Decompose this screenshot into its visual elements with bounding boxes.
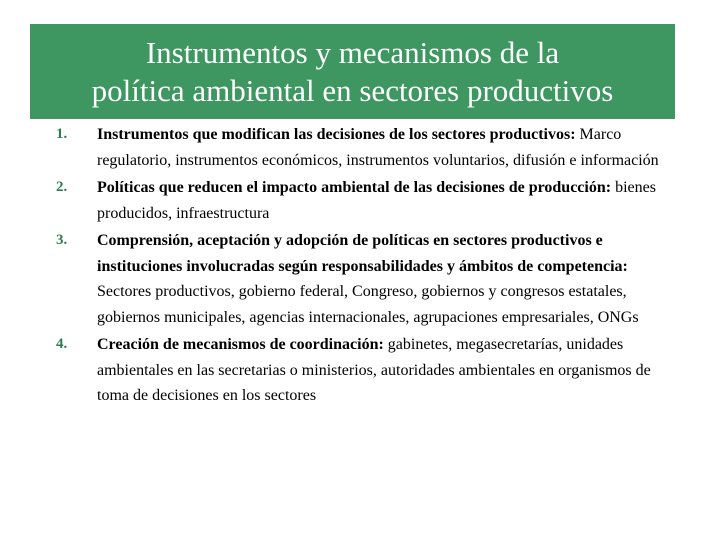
item-number: 2.: [56, 179, 68, 195]
item-text: bienes producidos, infraestructura: [97, 179, 656, 222]
numbered-list: [0, 122, 720, 411]
item-text: Marco regulatorio, instrumentos económicos, instrumentos voluntarios, difusión e información: [97, 126, 659, 169]
list-item: [0, 122, 720, 173]
item-number: 1.: [56, 126, 68, 142]
item-text: Sectores productivos, gobierno federal, Congreso, gobiernos y congresos estatales, gobiernos municipales, agencias internacionales, agrupaciones empresariales, ONGs: [97, 283, 639, 326]
slide-title-line-2: política ambiental en sectores productivos: [91, 72, 614, 108]
item-number: 4.: [56, 336, 68, 352]
title-banner: [30, 24, 675, 119]
item-text: gabinetes, megasecretarías, unidades ambientales en las secretarias o ministerios, autoridades ambientales en organismos de toma de decisiones en los sectores: [97, 336, 651, 404]
slide-title-line-1: Instrumentos y mecanismos de la: [145, 34, 560, 70]
list-item: [0, 332, 720, 409]
item-heading: Instrumentos que modifican las decisiones de los sectores productivos:: [97, 126, 576, 143]
item-heading: Creación de mecanismos de coordinación:: [97, 336, 384, 353]
item-number: 3.: [56, 232, 68, 248]
list-item: [0, 175, 720, 226]
list-item: [0, 228, 720, 330]
item-heading: Comprensión, aceptación y adopción de políticas en sectores productivos e instituciones involucradas según responsabilidades y ámbitos de competencia:: [97, 232, 628, 275]
slide-title: [92, 34, 614, 110]
item-heading: Políticas que reducen el impacto ambiental de las decisiones de producción:: [97, 179, 612, 196]
